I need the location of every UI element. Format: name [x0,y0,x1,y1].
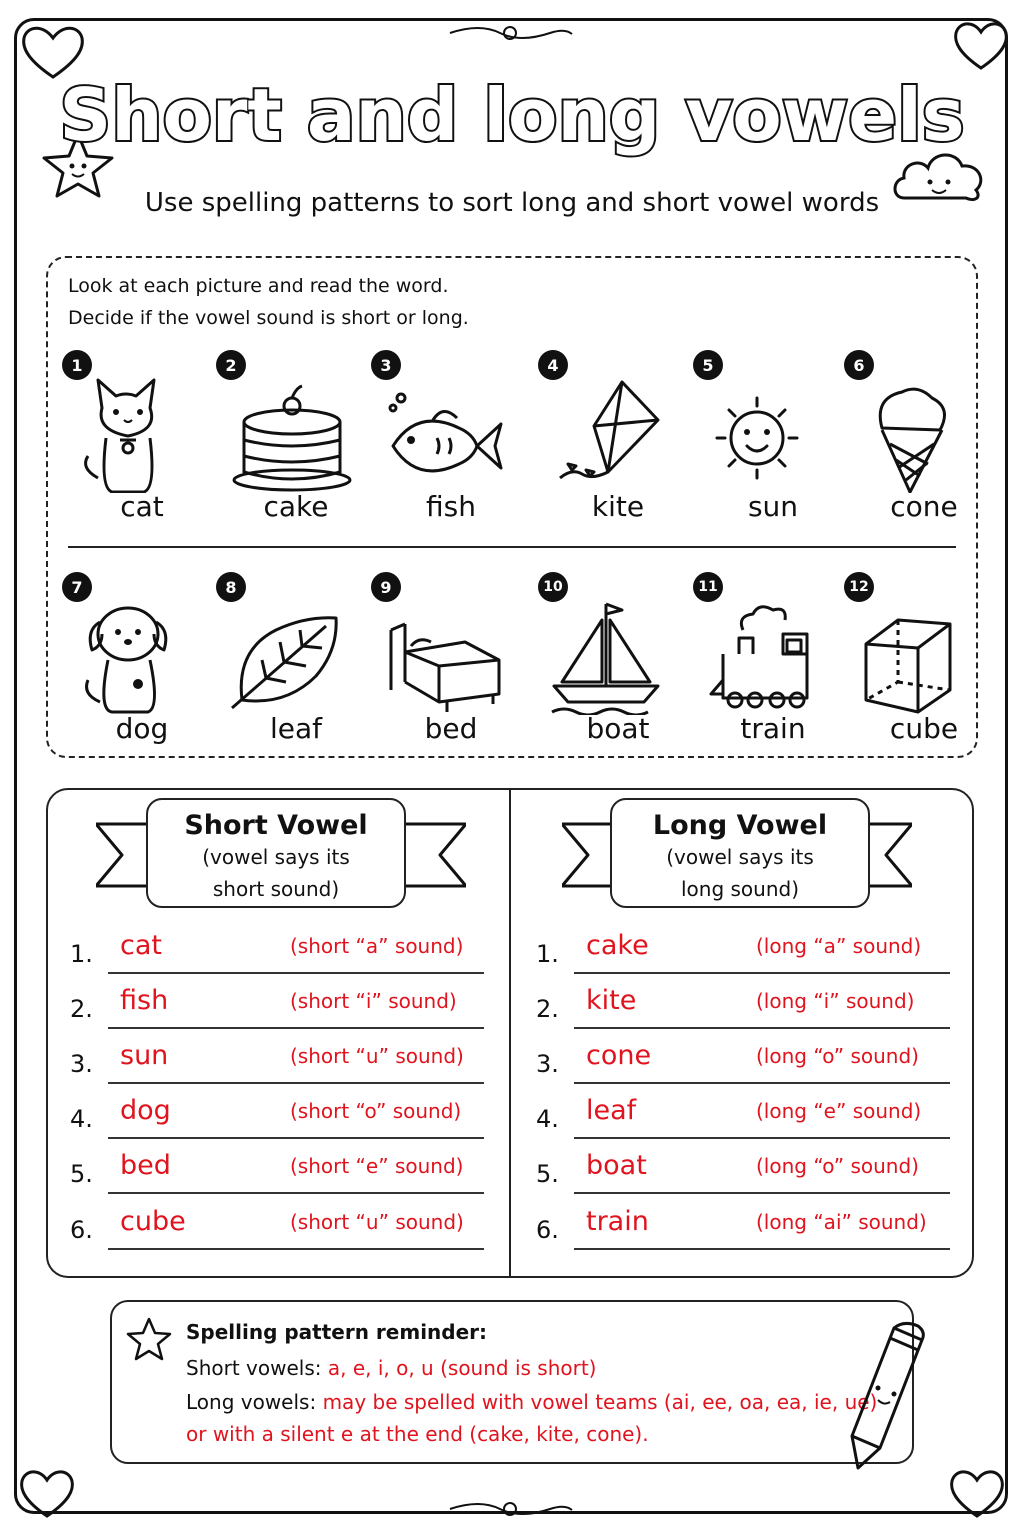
picture-item [538,350,698,530]
subtitle: Use spelling patterns to sort long and short vowel words [144,188,880,218]
answer-word: dog [120,1095,171,1126]
number-badge: 12 [844,572,874,602]
picture-item [844,572,1004,752]
number-badge: 8 [216,572,246,602]
fish-icon [377,368,507,493]
answer-row [536,1095,956,1141]
reminder-long-line [186,1390,877,1414]
picture-item [62,572,222,752]
row-number: 3. [536,1050,559,1078]
picture-item [538,572,698,752]
page-border [14,18,1008,1514]
picture-word: cone [890,490,958,523]
answer-word: kite [586,985,637,1016]
answer-word: cake [586,930,649,961]
short-vowel-header [146,798,406,908]
answer-row [536,985,956,1031]
leaf-icon [226,590,356,715]
cat-icon [62,368,192,493]
answer-row [70,1150,490,1196]
number-badge: 5 [693,350,723,380]
answer-row [70,1206,490,1252]
answer-line [574,1192,950,1194]
answer-line [574,1082,950,1084]
row-number: 4. [70,1105,93,1133]
picture-item [844,350,1004,530]
answer-word: fish [120,985,169,1016]
heart-icon [16,1466,78,1522]
reminder-text: a, e, i, o, u (sound is short) [327,1356,597,1380]
answer-note: (short “u” sound) [290,1044,464,1068]
picture-item [216,572,376,752]
answer-note: (short “u” sound) [290,1210,464,1234]
heart-icon [946,1466,1008,1522]
row-number: 1. [70,940,93,968]
reminder-title: Spelling pattern reminder: [186,1320,488,1344]
picture-word: cake [263,490,329,523]
picture-item [216,350,376,530]
answer-row [536,1206,956,1252]
answer-line [108,1248,484,1250]
picture-word: leaf [269,712,323,745]
swirl-decoration [440,1494,580,1524]
instruction-line: Look at each picture and read the word. [68,275,449,297]
reminder-label: Short vowels: [186,1356,322,1380]
answer-line [108,1137,484,1139]
answer-line [574,972,950,974]
column-subtitle: long sound) [680,877,800,901]
number-badge: 10 [538,572,568,602]
star-icon [124,1316,174,1362]
row-number: 3. [70,1050,93,1078]
row-number: 6. [536,1216,559,1244]
number-badge: 6 [844,350,874,380]
ice-cream-cone-icon [848,368,978,493]
picture-item [371,572,531,752]
answer-line [574,1248,950,1250]
reminder-text: may be spelled with vowel teams (ai, ee, oa, ea, ie, ue) [322,1390,878,1414]
picture-word: kite [591,490,645,523]
answer-note: (long “o” sound) [756,1154,919,1178]
picture-word: bed [424,712,478,745]
answer-word: sun [120,1040,169,1071]
row-number: 5. [70,1160,93,1188]
dog-icon [62,590,192,715]
reminder-label: Long vowels: [186,1390,317,1414]
answer-word: leaf [586,1095,637,1126]
answer-note: (long “i” sound) [756,989,915,1013]
row-number: 1. [536,940,559,968]
train-icon [703,590,833,715]
row-number: 2. [70,995,93,1023]
picture-word: sun [747,490,799,523]
answer-word: bed [120,1150,171,1181]
number-badge: 2 [216,350,246,380]
picture-item [371,350,531,530]
bed-icon [385,590,515,715]
answer-word: boat [586,1150,647,1181]
picture-word: dog [115,712,169,745]
answer-line [108,1192,484,1194]
row-number: 6. [70,1216,93,1244]
picture-word: boat [586,712,650,745]
picture-item [693,572,853,752]
reminder-short-line [186,1356,597,1380]
number-badge: 4 [538,350,568,380]
instruction-line: Decide if the vowel sound is short or long. [68,307,469,329]
answer-word: cone [586,1040,652,1071]
answer-row [536,1040,956,1086]
answer-note: (short “a” sound) [290,934,464,958]
long-vowel-header [610,798,870,908]
answer-note: (short “i” sound) [290,989,457,1013]
answer-row [70,1095,490,1141]
page-title-text: Short and long vowels [59,73,965,157]
column-subtitle: (vowel says its [666,845,814,869]
swirl-decoration [440,18,580,48]
title-block [0,62,1024,172]
kite-icon [542,368,672,493]
cube-icon [854,590,984,715]
reminder-long-line-2: or with a silent e at the end (cake, kite, cone). [186,1422,649,1446]
number-badge: 11 [693,572,723,602]
pencil-icon [840,1318,940,1478]
row-divider [68,546,956,548]
column-subtitle: (vowel says its [202,845,350,869]
cake-icon [226,368,356,493]
column-divider [509,788,511,1278]
row-number: 2. [536,995,559,1023]
picture-word: train [740,712,806,745]
answer-line [574,1137,950,1139]
answer-line [574,1027,950,1029]
number-badge: 9 [371,572,401,602]
row-number: 5. [536,1160,559,1188]
answer-row [70,1040,490,1086]
answer-row [536,930,956,976]
answer-note: (long “a” sound) [756,934,922,958]
answer-word: cat [120,930,162,961]
answer-row [70,930,490,976]
picture-word: fish [426,490,476,523]
answer-note: (long “ai” sound) [756,1210,927,1234]
answer-line [108,1082,484,1084]
answer-word: cube [120,1206,186,1237]
column-subtitle: short sound) [212,877,340,901]
column-title: Short Vowel [184,810,368,841]
answer-row [70,985,490,1031]
row-number: 4. [536,1105,559,1133]
picture-item [693,350,853,530]
answer-line [108,972,484,974]
number-badge: 7 [62,572,92,602]
number-badge: 3 [371,350,401,380]
answer-note: (short “o” sound) [290,1099,462,1123]
answer-word: train [586,1206,649,1237]
answer-note: (long “e” sound) [756,1099,922,1123]
picture-word: cat [120,490,164,523]
answer-note: (long “o” sound) [756,1044,919,1068]
picture-word: cube [889,712,959,745]
number-badge: 1 [62,350,92,380]
sun-icon [695,368,825,493]
answer-line [108,1027,484,1029]
sailboat-icon [542,590,672,715]
page-title [0,62,1024,172]
answer-row [536,1150,956,1196]
picture-item [62,350,222,530]
column-title: Long Vowel [652,810,828,841]
instructions [68,270,469,334]
answer-note: (short “e” sound) [290,1154,464,1178]
